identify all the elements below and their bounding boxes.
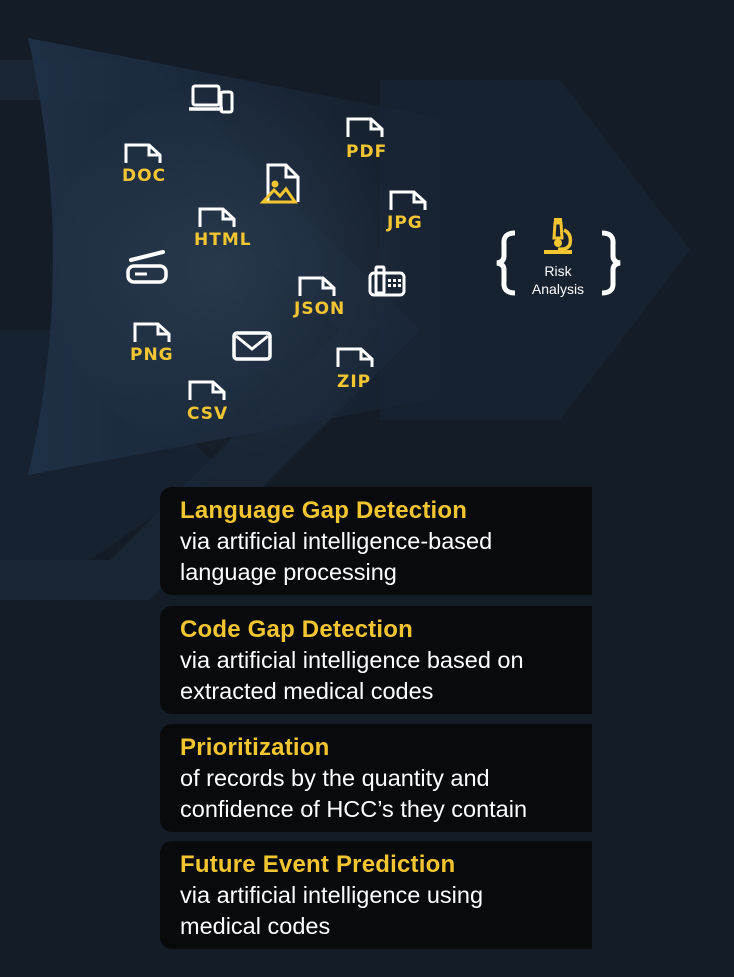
scanner-icon — [125, 250, 169, 286]
left-brace-icon — [493, 230, 519, 296]
card-body-line: via artificial intelligence-based — [180, 528, 493, 554]
card-body-line: via artificial intelligence based on — [180, 647, 524, 673]
card-prioritization — [160, 724, 592, 832]
card-title: Code Gap Detection — [180, 616, 413, 643]
risk-label-line2: Analysis — [531, 281, 585, 297]
fax-icon — [368, 265, 406, 297]
doc-file-icon — [124, 143, 164, 165]
card-title: Future Event Prediction — [180, 851, 456, 878]
right-brace-icon — [598, 230, 624, 296]
file-type-pdf: PDF — [346, 142, 388, 162]
csv-file-icon — [188, 380, 228, 402]
pdf-file-icon — [346, 117, 386, 139]
risk-analysis-label — [520, 262, 596, 298]
card-future-event-prediction — [160, 841, 592, 949]
png-file-icon — [133, 322, 173, 344]
file-type-doc: DOC — [122, 166, 167, 186]
file-type-zip: ZIP — [337, 372, 372, 392]
html-file-icon — [198, 207, 238, 229]
card-body-line: medical codes — [180, 913, 331, 939]
card-body-line: extracted medical codes — [180, 678, 434, 704]
card-language-gap-detection — [160, 487, 592, 595]
card-title: Language Gap Detection — [180, 497, 468, 524]
card-body-line: of records by the quantity and — [180, 765, 490, 791]
card-body-line: via artificial intelligence using — [180, 882, 484, 908]
jpg-file-icon — [389, 190, 429, 212]
risk-label-line1: Risk — [544, 263, 572, 279]
card-title: Prioritization — [180, 734, 330, 761]
file-type-json: JSON — [294, 299, 346, 319]
card-body-line: language processing — [180, 559, 397, 585]
card-body-line: confidence of HCC’s they contain — [180, 796, 528, 822]
json-file-icon — [298, 276, 338, 298]
image-file-icon — [260, 162, 304, 206]
envelope-icon — [232, 330, 272, 362]
file-type-html: HTML — [194, 230, 252, 250]
card-code-gap-detection — [160, 606, 592, 714]
file-type-jpg: JPG — [387, 213, 423, 233]
file-type-png: PNG — [130, 345, 174, 365]
microscope-icon — [540, 216, 576, 256]
file-type-csv: CSV — [187, 404, 229, 424]
zip-file-icon — [336, 347, 376, 369]
laptop-phone-icon — [188, 83, 234, 115]
